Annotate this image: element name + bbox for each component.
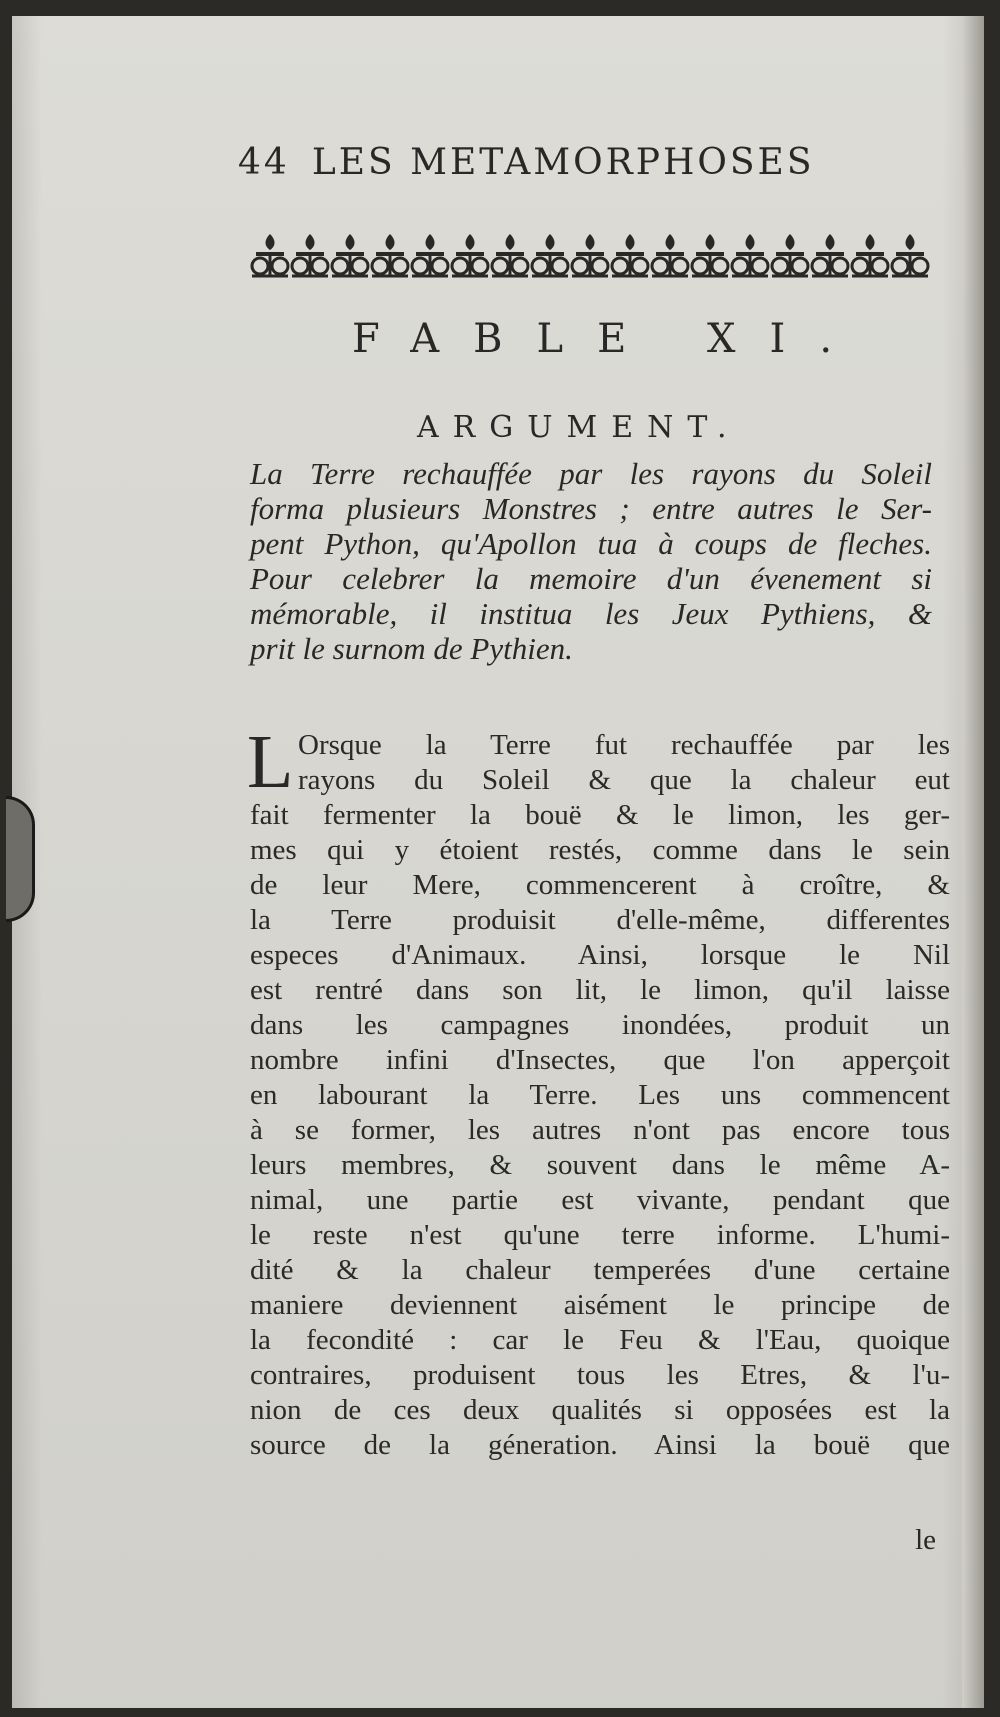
argument-line: prit le surnom de Pythien.	[250, 631, 573, 666]
body-line: especes d'Animaux. Ainsi, lorsque le Nil	[250, 939, 950, 971]
body-line: le reste n'est qu'une terre informe. L'humi-	[250, 1219, 950, 1251]
argument-line: pent Python, qu'Apollon tua à coups de fleches.	[250, 526, 932, 561]
body-line: en labourant la Terre. Les uns commencent	[250, 1079, 950, 1111]
argument-text	[250, 456, 932, 666]
body-line: dité & la chaleur temperées d'une certaine	[250, 1254, 950, 1286]
book-clasp	[6, 796, 35, 922]
body-line: mes qui y étoient restés, comme dans le sein	[250, 834, 950, 866]
body-line: nombre infini d'Insectes, que l'on apperçoit	[250, 1044, 950, 1076]
body-line: leurs membres, & souvent dans le même A-	[250, 1149, 950, 1181]
body-line: fait fermenter la bouë & le limon, les ger-	[250, 799, 950, 831]
argument-heading: ARGUMENT.	[417, 410, 741, 445]
body-line: nimal, une partie est vivante, pendant que	[250, 1184, 950, 1216]
argument-line: Pour celebrer la memoire d'un évenement si	[250, 561, 932, 596]
page-number: 44	[238, 142, 290, 183]
body-line: dans les campagnes inondées, produit un	[250, 1009, 950, 1041]
running-title: LES METAMORPHOSES	[311, 142, 815, 183]
fleuron-border-ornament-icon	[250, 230, 930, 280]
body-line: de leur Mere, commencerent à croître, &	[250, 869, 950, 901]
body-line: à se former, les autres n'ont pas encore tous	[250, 1114, 950, 1146]
body-line: la Terre produisit d'elle-même, differentes	[250, 904, 950, 936]
body-line: la fecondité : car le Feu & l'Eau, quoique	[250, 1324, 950, 1356]
drop-cap: L	[247, 720, 294, 804]
book-page	[12, 16, 984, 1708]
fable-title: FABLE XI.	[352, 316, 867, 362]
argument-line: La Terre rechauffée par les rayons du Soleil	[250, 456, 932, 491]
body-line: est rentré dans son lit, le limon, qu'il laisse	[250, 974, 950, 1006]
body-line: contraires, produisent tous les Etres, & l'u-	[250, 1359, 950, 1391]
argument-line: mémorable, il institua les Jeux Pythiens, &	[250, 596, 932, 631]
body-line: nion de ces deux qualités si opposées est la	[250, 1394, 950, 1426]
body-line: source de la géneration. Ainsi la bouë que	[250, 1429, 950, 1461]
body-line: rayons du Soleil & que la chaleur eut	[298, 764, 950, 796]
running-head	[238, 142, 944, 183]
argument-line: forma plusieurs Monstres ; entre autres le Ser-	[250, 491, 932, 526]
body-line: Orsque la Terre fut rechauffée par les	[298, 729, 950, 761]
body-text	[250, 728, 950, 1463]
page-edge	[962, 16, 984, 1708]
body-line: maniere deviennent aisément le principe de	[250, 1289, 950, 1321]
catchword: le	[915, 1524, 936, 1556]
